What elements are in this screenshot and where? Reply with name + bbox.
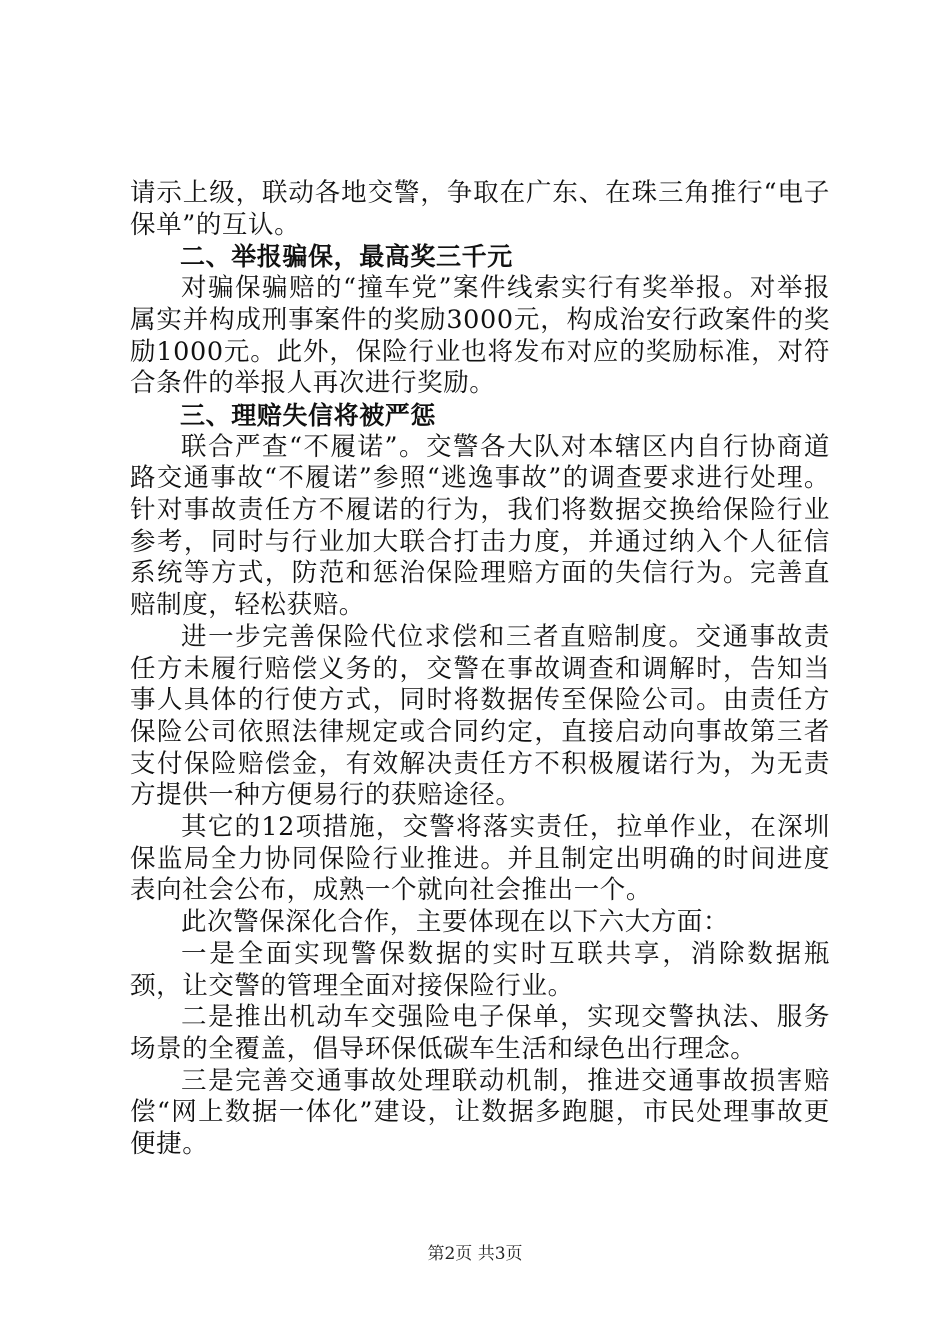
- section-heading-claim-dishonesty: 三、理赔失信将被严惩: [180, 400, 437, 430]
- paragraph-aspect-one: 一是全面实现警保数据的实时互联共享，消除数据瓶颈，让交警的管理全面对接保险行业。: [130, 938, 830, 1001]
- paragraph-joint-investigation: 联合严查“不履诺”。交警各大队对本辖区内自行协商道路交通事故“不履诺”参照“逃逸事故”的调查要求进行处理。针对事故责任方不履诺的行为，我们将数据交换给保险行业参考，同时与行业加大联合打击力度，并通过纳入个人征信系统等方式，防范和惩治保险理赔方面的失信行为。完善直赔制度，轻松获赔。: [130, 431, 830, 621]
- paragraph-reward-reporting: 对骗保骗赔的“撞车党”案件线索实行有奖举报。对举报属实并构成刑事案件的奖励3000元，构成治安行政案件的奖励1000元。此外，保险行业也将发布对应的奖励标准，对符合条件的举报人再次进行奖励。: [130, 273, 830, 399]
- document-body: [130, 178, 830, 1161]
- paragraph-aspect-two: 二是推出机动车交强险电子保单，实现交警执法、服务场景的全覆盖，倡导环保低碳车生活和绿色出行理念。: [130, 1002, 830, 1064]
- paragraph-aspect-three: 三是完善交通事故处理联动机制，推进交通事故损害赔偿“网上数据一体化”建设，让数据多跑腿，市民处理事故更便捷。: [130, 1065, 830, 1160]
- page-number-footer: 第2页 共3页: [427, 1244, 523, 1264]
- paragraph-other-measures: 其它的12项措施，交警将落实责任，拉单作业，在深圳保监局全力协同保险行业推进。并且制定出明确的时间进度表向社会公布，成熟一个就向社会推出一个。: [130, 812, 830, 906]
- paragraph-six-aspects-intro: 此次警保深化合作，主要体现在以下六大方面：: [181, 907, 730, 938]
- paragraph-continuation: 请示上级，联动各地交警，争取在广东、在珠三角推行“电子保单”的互认。: [130, 178, 830, 240]
- section-heading-report-fraud: 二、举报骗保，最高奖三千元: [180, 242, 513, 272]
- paragraph-subrogation: 进一步完善保险代位求偿和三者直赔制度。交通事故责任方未履行赔偿义务的，交警在事故调查和调解时，告知当事人具体的行使方式，同时将数据传至保险公司。由责任方保险公司依照法律规定或合同约定，直接启动向事故第三者支付保险赔偿金，有效解决责任方不积极履诺行为，为无责方提供一种方便易行的获赔途径。: [130, 621, 830, 811]
